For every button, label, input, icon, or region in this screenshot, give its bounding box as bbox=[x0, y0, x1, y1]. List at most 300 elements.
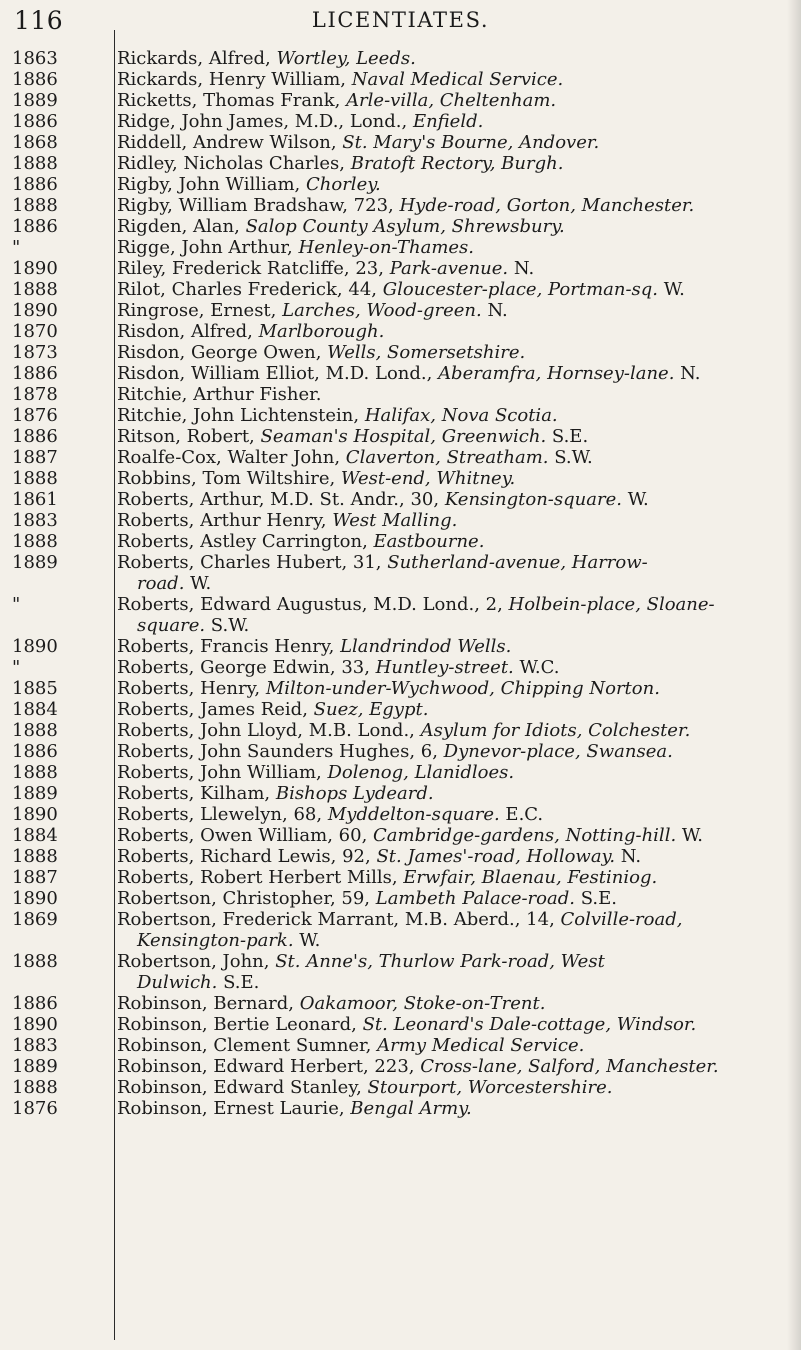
entry-name: Robinson, Edward Stanley, bbox=[117, 1077, 368, 1098]
entry-district: W.C. bbox=[513, 657, 560, 678]
entry-name: Roberts, Owen William, 60, bbox=[117, 825, 374, 846]
entry-address: Chorley. bbox=[306, 174, 381, 195]
entry-address: road. bbox=[137, 573, 185, 594]
entry-address: St. James'-road, Holloway. bbox=[376, 846, 616, 867]
entry-address: Naval Medical Service. bbox=[351, 69, 564, 90]
licentiate-entry bbox=[0, 426, 801, 447]
entry-district: N. bbox=[481, 300, 508, 321]
entry-name: Risdon, George Owen, bbox=[117, 342, 328, 363]
entry-line bbox=[117, 510, 789, 531]
licentiate-entry bbox=[0, 321, 801, 342]
entry-address: Eastbourne. bbox=[373, 531, 485, 552]
entry-name: Robinson, Bernard, bbox=[117, 993, 300, 1014]
licentiate-entry bbox=[0, 510, 801, 531]
entry-line bbox=[117, 195, 789, 216]
entry-name: Roberts, Arthur Henry, bbox=[117, 510, 333, 531]
entry-text bbox=[106, 279, 801, 300]
entry-text bbox=[106, 888, 801, 909]
entry-name: Rickards, Alfred, bbox=[117, 48, 277, 69]
entry-name: Roberts, George Edwin, 33, bbox=[117, 657, 376, 678]
entry-address: Park-avenue. bbox=[389, 258, 509, 279]
licentiate-entry bbox=[0, 909, 801, 951]
licentiate-entry bbox=[0, 720, 801, 741]
licentiate-entry bbox=[0, 636, 801, 657]
entry-name: Robertson, Frederick Marrant, M.B. Aberd., 14, bbox=[117, 909, 561, 930]
licentiate-entry bbox=[0, 195, 801, 216]
entry-name: Rigby, John William, bbox=[117, 174, 306, 195]
entry-text bbox=[106, 741, 801, 762]
entry-year: 1887 bbox=[12, 447, 58, 468]
entry-text bbox=[106, 405, 801, 426]
entry-district: W. bbox=[621, 489, 649, 510]
entry-line bbox=[117, 531, 789, 552]
entry-address: Bishops Lydeard. bbox=[275, 783, 434, 804]
entry-year: 1886 bbox=[12, 216, 58, 237]
entry-year: 1888 bbox=[12, 279, 58, 300]
licentiate-entry bbox=[0, 1098, 801, 1119]
entry-name: Ringrose, Ernest, bbox=[117, 300, 283, 321]
licentiate-entry bbox=[0, 1035, 801, 1056]
entry-text bbox=[106, 1014, 801, 1035]
entry-name: Ricketts, Thomas Frank, bbox=[117, 90, 347, 111]
entry-name: Risdon, Alfred, bbox=[117, 321, 259, 342]
licentiate-entry bbox=[0, 783, 801, 804]
entry-year: 1888 bbox=[12, 153, 58, 174]
entry-address: Dolenog, Llanidloes. bbox=[327, 762, 515, 783]
licentiate-entry bbox=[0, 846, 801, 867]
entry-text bbox=[106, 846, 801, 867]
entry-address: Kensington-park. bbox=[137, 930, 294, 951]
entry-name: Robinson, Clement Sumner, bbox=[117, 1035, 378, 1056]
entry-address: Marlborough. bbox=[258, 321, 385, 342]
entry-text bbox=[106, 321, 801, 342]
licentiate-entry bbox=[0, 111, 801, 132]
entry-address: West-end, Whitney. bbox=[340, 468, 516, 489]
licentiate-entry bbox=[0, 69, 801, 90]
entry-name: Riley, Frederick Ratcliffe, 23, bbox=[117, 258, 390, 279]
entry-year: 1886 bbox=[12, 111, 58, 132]
entry-line bbox=[117, 1077, 789, 1098]
entry-line bbox=[117, 132, 789, 153]
licentiate-entry bbox=[0, 342, 801, 363]
licentiate-entry bbox=[0, 447, 801, 468]
entry-district: S.E. bbox=[217, 972, 260, 993]
entry-year: 1888 bbox=[12, 1077, 58, 1098]
licentiate-entry bbox=[0, 594, 801, 636]
entry-address: Llandrindod Wells. bbox=[340, 636, 512, 657]
entry-text bbox=[106, 111, 801, 132]
entry-line bbox=[117, 888, 789, 909]
licentiate-entry bbox=[0, 489, 801, 510]
entry-year: 1883 bbox=[12, 1035, 58, 1056]
entry-text bbox=[106, 258, 801, 279]
entry-name: Roberts, Robert Herbert Mills, bbox=[117, 867, 404, 888]
licentiate-entry bbox=[0, 153, 801, 174]
entry-name: Robinson, Ernest Laurie, bbox=[117, 1098, 351, 1119]
entry-line bbox=[117, 363, 789, 384]
licentiate-entry bbox=[0, 741, 801, 762]
licentiate-entry bbox=[0, 216, 801, 237]
entry-text bbox=[106, 594, 801, 636]
entry-name: Risdon, William Elliot, M.D. Lond., bbox=[117, 363, 439, 384]
entry-line bbox=[117, 552, 789, 573]
entry-year: 1888 bbox=[12, 531, 58, 552]
entry-year: 1861 bbox=[12, 489, 58, 510]
entry-line bbox=[117, 1098, 789, 1119]
entry-line bbox=[117, 909, 789, 930]
licentiate-entry bbox=[0, 699, 801, 720]
licentiate-entry bbox=[0, 762, 801, 783]
entry-line bbox=[117, 1035, 789, 1056]
entry-name: Roberts, Astley Carrington, bbox=[117, 531, 374, 552]
entry-year: 1889 bbox=[12, 783, 58, 804]
entry-year: 1884 bbox=[12, 825, 58, 846]
entry-year: 1888 bbox=[12, 951, 58, 972]
licentiate-entry bbox=[0, 237, 801, 258]
entry-name: Robinson, Edward Herbert, 223, bbox=[117, 1056, 421, 1077]
entry-address: Claverton, Streatham. bbox=[345, 447, 549, 468]
entry-address: Huntley-street. bbox=[375, 657, 514, 678]
entry-name: Ritson, Robert, bbox=[117, 426, 261, 447]
entry-district: W. bbox=[676, 825, 703, 846]
entry-text bbox=[106, 699, 801, 720]
entry-year: 1888 bbox=[12, 468, 58, 489]
entry-text bbox=[106, 678, 801, 699]
entry-name: Roberts, Llewelyn, 68, bbox=[117, 804, 328, 825]
entry-name: Robbins, Tom Wiltshire, bbox=[117, 468, 341, 489]
entry-text bbox=[106, 300, 801, 321]
entry-year: 1886 bbox=[12, 741, 58, 762]
entry-year: 1886 bbox=[12, 69, 58, 90]
licentiate-entry bbox=[0, 90, 801, 111]
entry-line bbox=[117, 426, 789, 447]
entry-line bbox=[117, 300, 789, 321]
entry-line bbox=[117, 741, 789, 762]
entry-name: Roberts, John Saunders Hughes, 6, bbox=[117, 741, 444, 762]
entry-name: Roberts, John Lloyd, M.B. Lond., bbox=[117, 720, 421, 741]
entry-line bbox=[117, 867, 789, 888]
entry-text bbox=[106, 216, 801, 237]
entry-year: 1886 bbox=[12, 426, 58, 447]
entry-year: 1890 bbox=[12, 804, 58, 825]
entry-address: Aberamfra, Hornsey-lane. bbox=[438, 363, 675, 384]
entry-line bbox=[117, 468, 789, 489]
entry-year: 1886 bbox=[12, 363, 58, 384]
entry-address: Dynevor-place, Swansea. bbox=[443, 741, 673, 762]
entry-line bbox=[117, 48, 789, 69]
entry-line bbox=[117, 258, 789, 279]
entry-address: Erwfair, Blaenau, Festiniog. bbox=[403, 867, 658, 888]
licentiate-entry bbox=[0, 300, 801, 321]
entry-line bbox=[117, 993, 789, 1014]
entry-year: 1890 bbox=[12, 1014, 58, 1035]
entry-address: Army Medical Service. bbox=[377, 1035, 585, 1056]
entry-address: Larches, Wood-green. bbox=[282, 300, 482, 321]
entry-name: Roberts, Henry, bbox=[117, 678, 266, 699]
entry-year: 1888 bbox=[12, 762, 58, 783]
licentiate-entry bbox=[0, 552, 801, 594]
entry-address: Lambeth Palace-road. bbox=[375, 888, 575, 909]
entry-year: 1884 bbox=[12, 699, 58, 720]
entry-line bbox=[117, 384, 789, 405]
entry-district: S.W. bbox=[205, 615, 250, 636]
entry-name: Rilot, Charles Frederick, 44, bbox=[117, 279, 383, 300]
entry-year: 1890 bbox=[12, 636, 58, 657]
entry-name: Ridge, John James, M.D., Lond., bbox=[117, 111, 413, 132]
entry-continuation-line bbox=[117, 573, 789, 594]
entry-name: Roberts, Arthur, M.D. St. Andr., 30, bbox=[117, 489, 445, 510]
licentiate-entry bbox=[0, 804, 801, 825]
entry-line bbox=[117, 678, 789, 699]
entry-text bbox=[106, 804, 801, 825]
entry-text bbox=[106, 1056, 801, 1077]
entry-text bbox=[106, 636, 801, 657]
entry-line bbox=[117, 111, 789, 132]
entry-district: S.W. bbox=[548, 447, 593, 468]
entry-line bbox=[117, 825, 789, 846]
entry-line bbox=[117, 657, 789, 678]
entry-year: 1890 bbox=[12, 300, 58, 321]
entry-name: Ritchie, John Lichtenstein, bbox=[117, 405, 365, 426]
entry-address: Bratoft Rectory, Burgh. bbox=[350, 153, 564, 174]
entry-name: Rigden, Alan, bbox=[117, 216, 246, 237]
entry-name: Roalfe-Cox, Walter John, bbox=[117, 447, 346, 468]
entry-year: 1888 bbox=[12, 846, 58, 867]
entry-line bbox=[117, 279, 789, 300]
entry-address: Bengal Army. bbox=[350, 1098, 472, 1119]
entry-text bbox=[106, 174, 801, 195]
entry-address: Cambridge-gardens, Notting-hill. bbox=[373, 825, 677, 846]
entry-address: St. Anne's, Thurlow Park-road, West bbox=[275, 951, 605, 972]
entry-name: Rigby, William Bradshaw, 723, bbox=[117, 195, 400, 216]
licentiate-entry bbox=[0, 174, 801, 195]
entry-name: Roberts, Francis Henry, bbox=[117, 636, 341, 657]
entry-line bbox=[117, 342, 789, 363]
entry-text bbox=[106, 825, 801, 846]
page-number: 116 bbox=[14, 6, 64, 35]
entry-address: Suez, Egypt. bbox=[313, 699, 429, 720]
entry-text bbox=[106, 426, 801, 447]
entry-year: 1890 bbox=[12, 258, 58, 279]
entry-text bbox=[106, 720, 801, 741]
entry-address: Dulwich. bbox=[137, 972, 218, 993]
entry-text bbox=[106, 867, 801, 888]
licentiate-entry bbox=[0, 678, 801, 699]
licentiate-entry bbox=[0, 531, 801, 552]
entry-text bbox=[106, 342, 801, 363]
entry-district: W. bbox=[293, 930, 321, 951]
entry-year: 1869 bbox=[12, 909, 58, 930]
entry-line bbox=[117, 174, 789, 195]
entry-name: Roberts, James Reid, bbox=[117, 699, 314, 720]
entry-address: Kensington-square. bbox=[444, 489, 622, 510]
entry-address: Colville-road, bbox=[560, 909, 683, 930]
entry-line bbox=[117, 1014, 789, 1035]
entry-name: Robertson, John, bbox=[117, 951, 276, 972]
entry-address: Holbein-place, Sloane- bbox=[508, 594, 715, 615]
licentiate-entry bbox=[0, 1056, 801, 1077]
entry-line bbox=[117, 489, 789, 510]
licentiate-entry bbox=[0, 657, 801, 678]
entry-year: 1888 bbox=[12, 720, 58, 741]
entry-continuation-line bbox=[117, 615, 789, 636]
licentiate-entry bbox=[0, 405, 801, 426]
licentiate-entry bbox=[0, 951, 801, 993]
entry-year: 1873 bbox=[12, 342, 58, 363]
entry-address: West Malling. bbox=[332, 510, 458, 531]
entry-name: Roberts, Charles Hubert, 31, bbox=[117, 552, 388, 573]
entry-district: E.C. bbox=[499, 804, 544, 825]
entry-year: 1868 bbox=[12, 132, 58, 153]
entry-text bbox=[106, 468, 801, 489]
licentiate-entry bbox=[0, 279, 801, 300]
entry-address: Seaman's Hospital, Greenwich. bbox=[260, 426, 547, 447]
entry-line bbox=[117, 216, 789, 237]
entry-line bbox=[117, 447, 789, 468]
entry-text bbox=[106, 1035, 801, 1056]
entry-district: N. bbox=[508, 258, 535, 279]
entry-text bbox=[106, 90, 801, 111]
entry-text bbox=[106, 384, 801, 405]
entry-line bbox=[117, 846, 789, 867]
licentiate-entry bbox=[0, 363, 801, 384]
entry-line bbox=[117, 153, 789, 174]
licentiate-entry bbox=[0, 888, 801, 909]
entry-address: Hyde-road, Gorton, Manchester. bbox=[399, 195, 695, 216]
entry-name: Ridley, Nicholas Charles, bbox=[117, 153, 351, 174]
entry-text bbox=[106, 237, 801, 258]
entry-year: 1889 bbox=[12, 90, 58, 111]
entry-name: Robertson, Christopher, 59, bbox=[117, 888, 376, 909]
licentiate-entry bbox=[0, 1014, 801, 1035]
licentiate-entry bbox=[0, 384, 801, 405]
entry-name: Roberts, Edward Augustus, M.D. Lond., 2, bbox=[117, 594, 509, 615]
entry-district: S.E. bbox=[546, 426, 589, 447]
entry-name: Roberts, John William, bbox=[117, 762, 328, 783]
entry-text bbox=[106, 69, 801, 90]
entry-line bbox=[117, 594, 789, 615]
licentiate-entry bbox=[0, 993, 801, 1014]
entry-address: Halifax, Nova Scotia. bbox=[364, 405, 558, 426]
entry-year: 1863 bbox=[12, 48, 58, 69]
entry-year: 1889 bbox=[12, 552, 58, 573]
entry-text bbox=[106, 195, 801, 216]
entry-address: Enfield. bbox=[412, 111, 484, 132]
entry-year: 1886 bbox=[12, 993, 58, 1014]
entry-line bbox=[117, 237, 789, 258]
entry-text bbox=[106, 993, 801, 1014]
entry-address: Myddelton-square. bbox=[327, 804, 500, 825]
entry-district: N. bbox=[615, 846, 642, 867]
entry-year: 1878 bbox=[12, 384, 58, 405]
entry-text bbox=[106, 1077, 801, 1098]
entry-line bbox=[117, 804, 789, 825]
entry-name: Roberts, Kilham, bbox=[117, 783, 276, 804]
entry-address: square. bbox=[137, 615, 206, 636]
entry-year: 1890 bbox=[12, 888, 58, 909]
entry-line bbox=[117, 783, 789, 804]
running-head: LICENTIATES. bbox=[311, 8, 490, 32]
entry-address: Gloucester-place, Portman-sq. bbox=[382, 279, 659, 300]
entry-line bbox=[117, 69, 789, 90]
entry-address: Cross-lane, Salford, Manchester. bbox=[420, 1056, 719, 1077]
entry-address: Sutherland-avenue, Harrow- bbox=[387, 552, 648, 573]
licentiate-entry bbox=[0, 1077, 801, 1098]
entry-name: Ritchie, Arthur Fisher. bbox=[117, 384, 322, 405]
entry-line bbox=[117, 951, 789, 972]
entry-line bbox=[117, 1056, 789, 1077]
entry-text bbox=[106, 132, 801, 153]
entry-year: 1888 bbox=[12, 195, 58, 216]
entry-text bbox=[106, 762, 801, 783]
entry-text bbox=[106, 48, 801, 69]
entry-address: Wells, Somersetshire. bbox=[327, 342, 526, 363]
page-edge-shadow bbox=[787, 0, 801, 1350]
entry-address: Salop County Asylum, Shrewsbury. bbox=[245, 216, 565, 237]
licentiate-entry bbox=[0, 867, 801, 888]
entry-name: Rickards, Henry William, bbox=[117, 69, 352, 90]
entry-district: W. bbox=[658, 279, 685, 300]
entry-district: N. bbox=[674, 363, 701, 384]
entry-address: Oakamoor, Stoke-on-Trent. bbox=[299, 993, 546, 1014]
licentiate-entry bbox=[0, 48, 801, 69]
licentiate-entry bbox=[0, 258, 801, 279]
entry-year: 1886 bbox=[12, 174, 58, 195]
entry-text bbox=[106, 1098, 801, 1119]
entry-text bbox=[106, 531, 801, 552]
entry-text bbox=[106, 489, 801, 510]
entry-year: " bbox=[12, 237, 21, 258]
entry-continuation-line bbox=[117, 930, 789, 951]
entry-name: Rigge, John Arthur, bbox=[117, 237, 299, 258]
entry-text bbox=[106, 153, 801, 174]
entry-year: 1887 bbox=[12, 867, 58, 888]
entry-text bbox=[106, 363, 801, 384]
entry-district: S.E. bbox=[574, 888, 617, 909]
entry-text bbox=[106, 447, 801, 468]
licentiate-entry bbox=[0, 825, 801, 846]
entry-continuation-line bbox=[117, 972, 789, 993]
entry-line bbox=[117, 405, 789, 426]
entry-address: St. Mary's Bourne, Andover. bbox=[342, 132, 600, 153]
entry-name: Riddell, Andrew Wilson, bbox=[117, 132, 343, 153]
entry-list bbox=[0, 48, 801, 1119]
entry-text bbox=[106, 552, 801, 594]
entry-line bbox=[117, 720, 789, 741]
entry-year: 1889 bbox=[12, 1056, 58, 1077]
entry-address: Wortley, Leeds. bbox=[276, 48, 416, 69]
entry-address: Henley-on-Thames. bbox=[298, 237, 474, 258]
entry-year: " bbox=[12, 657, 21, 678]
licentiate-entry bbox=[0, 468, 801, 489]
entry-address: Milton-under-Wychwood, Chipping Norton. bbox=[265, 678, 660, 699]
entry-year: 1876 bbox=[12, 405, 58, 426]
entry-text bbox=[106, 909, 801, 951]
entry-text bbox=[106, 657, 801, 678]
entry-year: " bbox=[12, 594, 21, 615]
entry-name: Robinson, Bertie Leonard, bbox=[117, 1014, 363, 1035]
entry-name: Roberts, Richard Lewis, 92, bbox=[117, 846, 377, 867]
entry-address: Stourport, Worcestershire. bbox=[367, 1077, 613, 1098]
entry-year: 1876 bbox=[12, 1098, 58, 1119]
entry-line bbox=[117, 762, 789, 783]
entry-address: Asylum for Idiots, Colchester. bbox=[420, 720, 691, 741]
entry-district: W. bbox=[184, 573, 212, 594]
licentiate-entry bbox=[0, 132, 801, 153]
entry-line bbox=[117, 90, 789, 111]
entry-year: 1883 bbox=[12, 510, 58, 531]
entry-year: 1885 bbox=[12, 678, 58, 699]
